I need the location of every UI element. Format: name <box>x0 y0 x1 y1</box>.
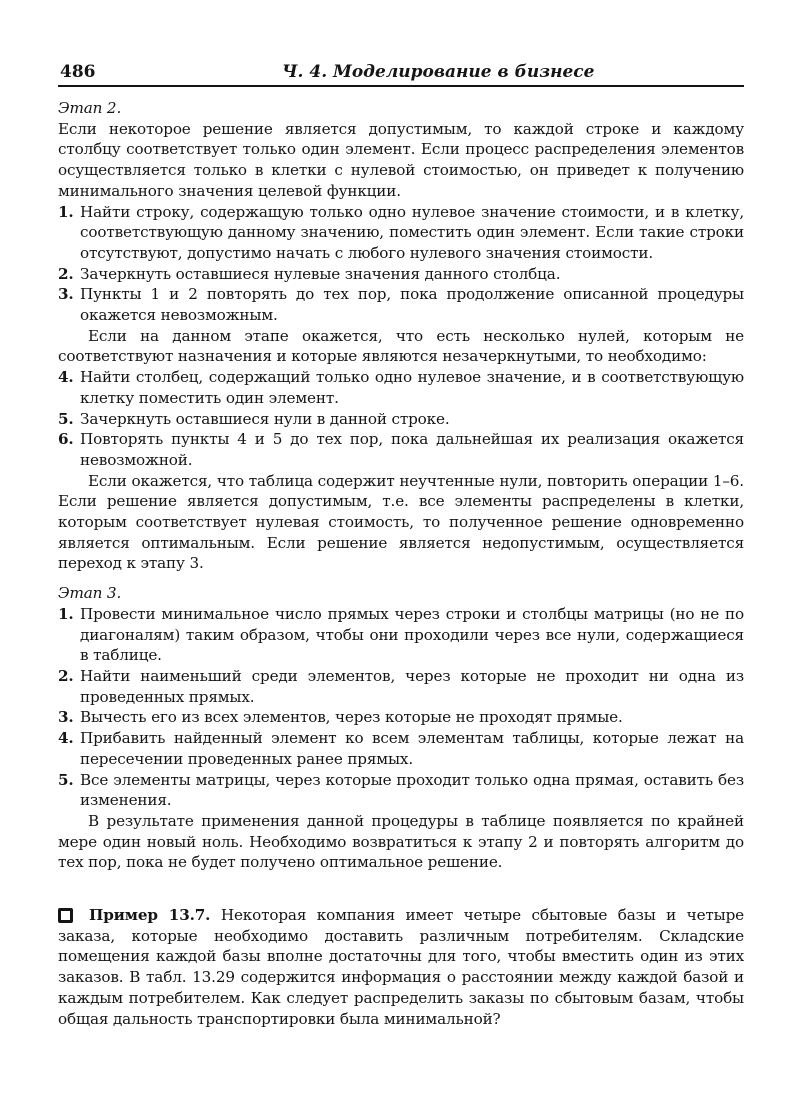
book-page <box>58 58 744 1029</box>
list-item <box>58 666 744 707</box>
list-item-text: Все элементы матрицы, через которые проходит только одна прямая, оставить без изменения. <box>80 770 744 810</box>
header-rule <box>58 85 744 87</box>
list-item-text: Найти наименьший среди элементов, через которые не проходит ни одна из проведенных прямых. <box>80 666 744 706</box>
list-item-number: 5. <box>58 770 74 789</box>
stage-2-title: Этап 2. <box>58 99 122 117</box>
list-item-text: Найти столбец, содержащий только одно нулевое значение, и в соответствующую клетку поместить один элемент. <box>80 368 744 407</box>
list-item <box>58 770 744 811</box>
list-item-text: Вычесть его из всех элементов, через которые не проходят прямые. <box>80 708 623 727</box>
list-item <box>58 429 744 470</box>
list-item-number: 2. <box>58 666 74 685</box>
stage-3-title: Этап 3. <box>58 584 122 603</box>
list-item-number: 3. <box>58 708 74 727</box>
list-item-number: 6. <box>58 430 74 449</box>
example-label: Пример 13.7. <box>89 906 211 925</box>
list-item <box>58 604 744 666</box>
list-item-text: Найти строку, содержащую только одно нулевое значение стоимости, и в клетку, соответствующую данному значению, поместить один элемент. Если такие строки отсутствуют, допустимо начать с любого нулевого значения стоимости. <box>80 202 744 262</box>
list-item-text: Провести минимальное число прямых через строки и столбцы матрицы (но не по диагоналям) таким образом, чтобы они проходили через все нули, содержащиеся в таблице. <box>80 604 744 665</box>
list-item <box>58 284 744 325</box>
running-head: Ч. 4. Моделирование в бизнесе <box>282 62 595 82</box>
stage-3-outro-paragraph: В результате применения данной процедуры в таблице появляется по крайней мере один новый ноль. Необходимо возвратиться к этапу 2 и повторять алгоритм до тех пор, пока не будет получено оптимальное решение. <box>58 811 744 872</box>
list-item-number: 1. <box>58 202 74 221</box>
list-item-text: Прибавить найденный элемент ко всем элементам таблицы, которые лежат на пересечении проведенных ранее прямых. <box>80 729 744 768</box>
list-item <box>58 202 744 264</box>
list-item-number: 3. <box>58 285 74 304</box>
example-text: Некоторая компания имеет четыре сбытовые базы и четыре заказа, которые необходимо доставить различным потребителям. Складские помещения каждой базы вполне достаточны для того, чтобы вместить один из этих заказов. В табл. 13.29 содержится информация о расстоянии между каждой базой и каждым потребителем. Как следует распределить заказы по сбытовым базам, чтобы общая дальность транспортировки была минимальной? <box>58 906 745 1028</box>
list-item-text: Зачеркнуть оставшиеся нулевые значения данного столбца. <box>80 264 561 283</box>
list-item-text: Пункты 1 и 2 повторять до тех пор, пока продолжение описанной процедуры окажется невозможным. <box>80 285 744 325</box>
list-item-number: 4. <box>58 368 74 387</box>
page-content <box>58 98 744 1029</box>
stage-2-intro: Если некоторое решение является допустимым, то каждой строке и каждому столбцу соответствует только один элемент. Если процесс распределения элементов осуществляется только в клетки с нулевой стоимостью, он приведет к получению минимального значения целевой функции. <box>58 119 744 200</box>
page-header <box>58 58 744 88</box>
list-item <box>58 707 744 728</box>
list-item <box>58 367 744 408</box>
list-item-number: 4. <box>58 729 74 748</box>
stage-2-outro-paragraph: Если окажется, что таблица содержит неучтенные нули, повторить операции 1–6. Если решение является допустимым, т.е. все элементы распределены в клетки, которым соответствует нулевая стоимость, то полученное решение одновременно является оптимальным. Если решение является недопустимым, осуществляется переход к этапу 3. <box>58 471 744 573</box>
stage-2-middle-paragraph: Если на данном этапе окажется, что есть несколько нулей, которым не соответствуют назначения и которые являются незачеркнутыми, то необходимо: <box>58 326 744 366</box>
list-item-number: 1. <box>58 604 74 623</box>
page-number: 486 <box>60 62 96 82</box>
example-box-icon <box>58 908 73 923</box>
list-item <box>58 409 744 430</box>
list-item-number: 2. <box>58 264 74 283</box>
list-item-number: 5. <box>58 409 74 428</box>
list-item-text: Повторять пункты 4 и 5 до тех пор, пока дальнейшая их реализация окажется невозможной. <box>80 430 744 469</box>
list-item <box>58 728 744 769</box>
list-item-text: Зачеркнуть оставшиеся нули в данной строке. <box>80 409 450 428</box>
example-paragraph <box>58 905 744 1029</box>
list-item <box>58 264 744 285</box>
